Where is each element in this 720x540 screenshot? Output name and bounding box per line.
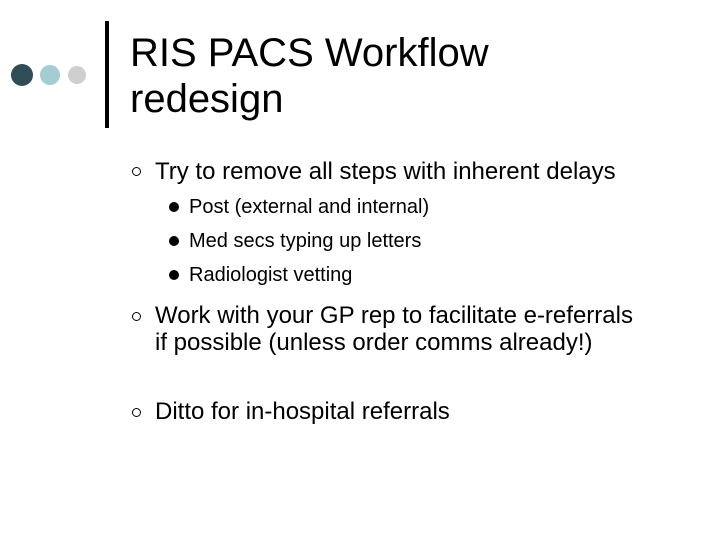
filled-bullet-icon xyxy=(169,236,179,246)
bullet-text: Work with your GP rep to facilitate e-referrals if possible (unless order comms already!) xyxy=(155,302,633,356)
filled-bullet-icon xyxy=(169,270,179,280)
filled-bullet-icon xyxy=(169,202,179,212)
hollow-bullet-icon xyxy=(132,312,141,321)
bullet-text: Ditto for in-hospital referrals xyxy=(155,398,450,425)
hollow-bullet-icon xyxy=(132,408,141,417)
slide-title-line-1: RIS PACS Workflow xyxy=(130,31,489,75)
sub-bullet-text: Radiologist vetting xyxy=(189,264,353,286)
sub-bullet-text: Med secs typing up letters xyxy=(189,230,422,252)
slide-title-line-2: redesign xyxy=(130,77,284,121)
bullet-text: Try to remove all steps with inherent delays xyxy=(155,158,616,185)
hollow-bullet-icon xyxy=(132,167,141,176)
sub-bullet-text: Post (external and internal) xyxy=(189,196,430,218)
